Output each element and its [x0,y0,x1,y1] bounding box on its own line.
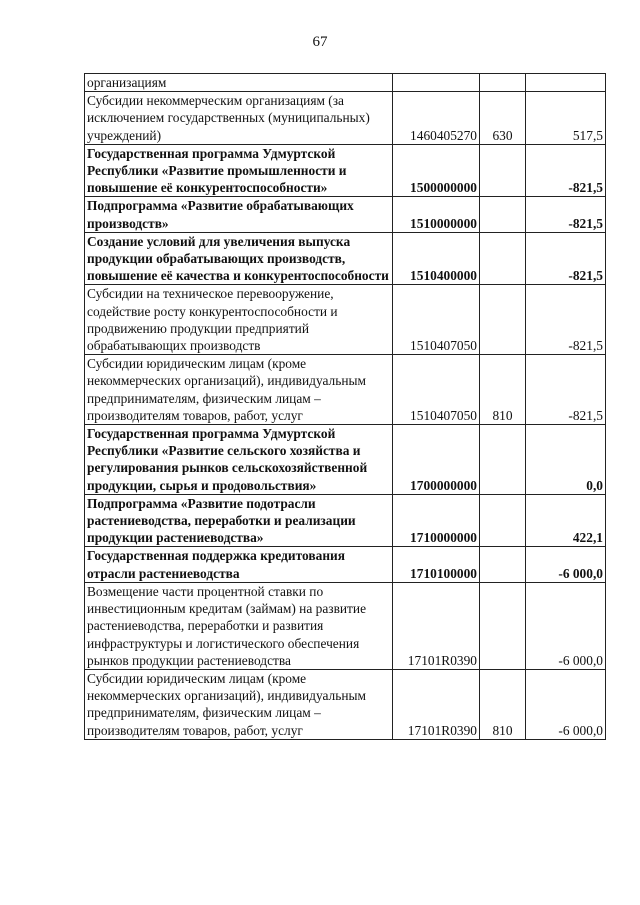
row-expense-type [480,285,526,355]
row-name: Субсидии некоммерческим организациям (за исключением государственных (муниципальных) учреждений) [85,92,393,145]
row-code: 1460405270 [393,92,480,145]
row-name: Субсидии на техническое перевооружение, содействие росту конкурентоспособности и продвижению продукции предприятий обрабатывающих производств [85,285,393,355]
row-code: 1510400000 [393,232,480,285]
row-code: 17101R0390 [393,582,480,669]
row-name: Создание условий для увеличения выпуска продукции обрабатывающих производств, повышение её качества и конкурентоспособности [85,232,393,285]
row-sum: 517,5 [526,92,606,145]
row-expense-type: 630 [480,92,526,145]
table-row [85,285,606,355]
row-sum: -821,5 [526,144,606,197]
row-name: Подпрограмма «Развитие обрабатывающих производств» [85,197,393,232]
page-number: 67 [312,34,328,50]
row-sum: -6 000,0 [526,547,606,582]
row-code: 1510407050 [393,285,480,355]
row-sum: -6 000,0 [526,582,606,669]
table-row [85,494,606,547]
row-code: 1700000000 [393,425,480,495]
row-code: 1510407050 [393,355,480,425]
row-name: организациям [85,74,393,92]
row-expense-type [480,494,526,547]
table-row [85,582,606,669]
row-expense-type [480,547,526,582]
row-expense-type [480,232,526,285]
row-code: 17101R0390 [393,669,480,739]
row-name: Субсидии юридическим лицам (кроме некоммерческих организаций), индивидуальным предпринимателям, физическим лицам – производителям товаров, работ, услуг [85,355,393,425]
row-sum: -821,5 [526,285,606,355]
row-expense-type [480,425,526,495]
row-name: Подпрограмма «Развитие подотрасли растениеводства, переработки и реализации продукции растениеводства» [85,494,393,547]
table-row [85,669,606,739]
row-sum [526,74,606,92]
row-name: Возмещение части процентной ставки по инвестиционным кредитам (займам) на развитие растениеводства, переработки и развития инфраструктуры и логистического обеспечения рынков продукции растениеводства [85,582,393,669]
row-expense-type [480,74,526,92]
row-name: Государственная программа Удмуртской Республики «Развитие сельского хозяйства и регулирования рынков сельскохозяйственной продукции, сырья и продовольствия» [85,425,393,495]
table-row [85,425,606,495]
table-row [85,197,606,232]
row-code: 1500000000 [393,144,480,197]
table-row [85,232,606,285]
row-sum: -6 000,0 [526,669,606,739]
row-expense-type [480,582,526,669]
row-sum: 422,1 [526,494,606,547]
row-name: Субсидии юридическим лицам (кроме некоммерческих организаций), индивидуальным предпринимателям, физическим лицам – производителям товаров, работ, услуг [85,669,393,739]
table-row [85,74,606,92]
row-expense-type [480,144,526,197]
row-sum: 0,0 [526,425,606,495]
table-row [85,144,606,197]
row-sum: -821,5 [526,197,606,232]
row-code: 1710100000 [393,547,480,582]
row-code: 1710000000 [393,494,480,547]
row-expense-type: 810 [480,355,526,425]
row-sum: -821,5 [526,355,606,425]
budget-table [84,73,606,740]
table-row [85,92,606,145]
row-expense-type [480,197,526,232]
row-sum: -821,5 [526,232,606,285]
row-name: Государственная поддержка кредитования отрасли растениеводства [85,547,393,582]
row-expense-type: 810 [480,669,526,739]
row-name: Государственная программа Удмуртской Республики «Развитие промышленности и повышение её конкурентоспособности» [85,144,393,197]
row-code [393,74,480,92]
table-row [85,355,606,425]
table-row [85,547,606,582]
row-code: 1510000000 [393,197,480,232]
